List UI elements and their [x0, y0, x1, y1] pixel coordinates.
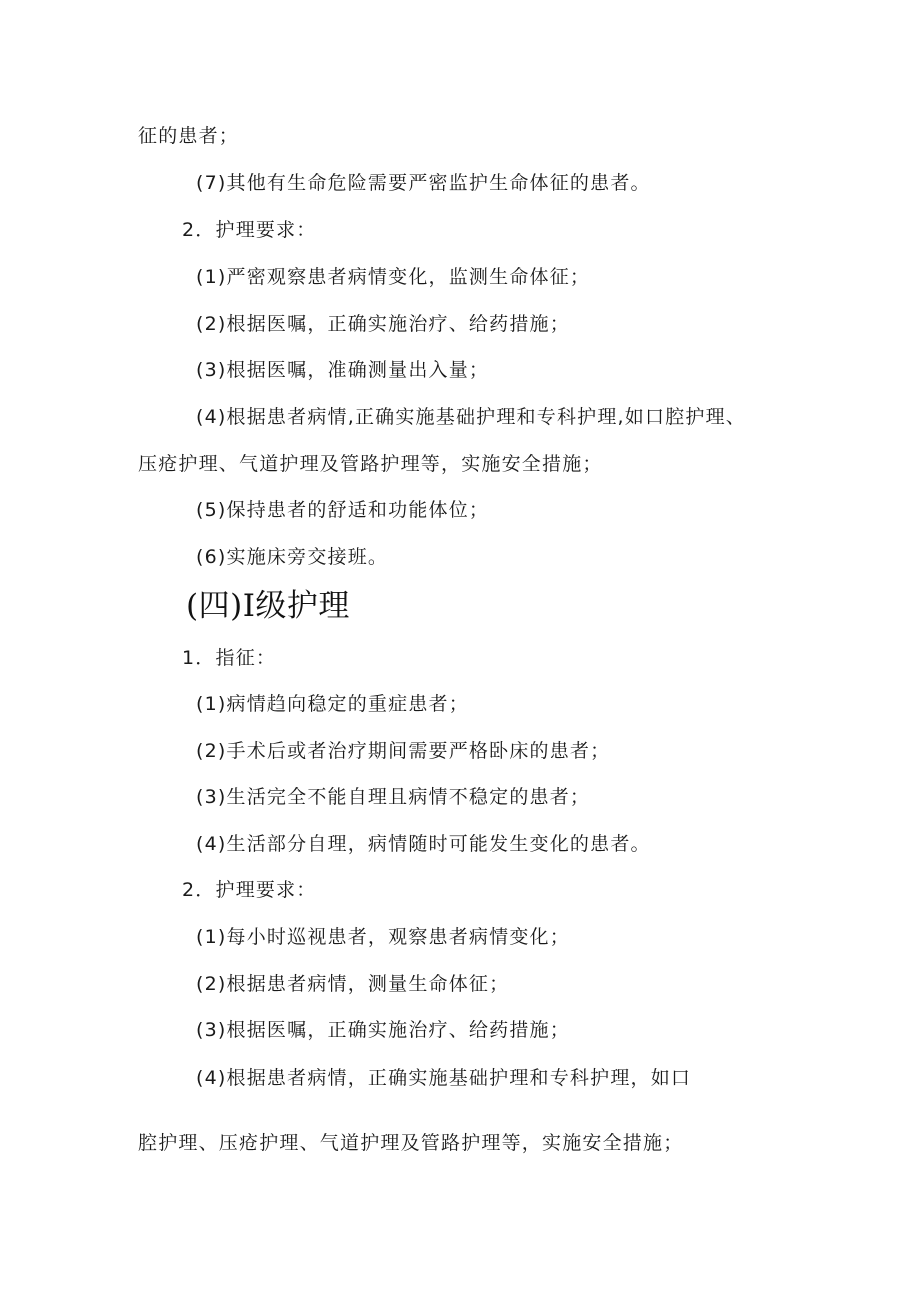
list-item: (4)根据患者病情，正确实施基础护理和专科护理，如口 [196, 1067, 692, 1089]
section-label: 2．护理要求： [182, 219, 317, 241]
list-item: (3)生活完全不能自理且病情不稳定的患者； [196, 786, 591, 808]
list-item: (4)生活部分自理，病情随时可能发生变化的患者。 [196, 833, 651, 855]
list-item: (4)根据患者病情,正确实施基础护理和专科护理,如口腔护理、 [196, 406, 746, 428]
list-item: (2)手术后或者治疗期间需要严格卧床的患者； [196, 740, 611, 762]
list-item: (5)保持患者的舒适和功能体位； [196, 499, 490, 521]
list-item: (3)根据医嘱，正确实施治疗、给药措施； [196, 1019, 570, 1041]
text-line: 腔护理、压疮护理、气道护理及管路护理等，实施安全措施； [138, 1132, 684, 1154]
section-label: 1．指征： [182, 647, 277, 669]
list-item: (2)根据患者病情，测量生命体征； [196, 973, 510, 995]
list-item: (6)实施床旁交接班。 [196, 546, 389, 568]
list-item: (1)严密观察患者病情变化，监测生命体征； [196, 266, 591, 288]
list-item: (7)其他有生命危险需要严密监护生命体征的患者。 [196, 172, 651, 194]
list-item: (3)根据医嘱，准确测量出入量； [196, 359, 490, 381]
list-item: (1)病情趋向稳定的重症患者； [196, 693, 469, 715]
section-label: 2．护理要求： [182, 879, 317, 901]
list-item: (1)每小时巡视患者，观察患者病情变化； [196, 926, 570, 948]
text-line: 压疮护理、气道护理及管路护理等，实施安全措施； [138, 453, 603, 475]
section-heading: (四)Ⅰ级护理 [186, 588, 350, 624]
list-item: (2)根据医嘱，正确实施治疗、给药措施； [196, 313, 570, 335]
text-line: 征的患者； [138, 125, 240, 147]
